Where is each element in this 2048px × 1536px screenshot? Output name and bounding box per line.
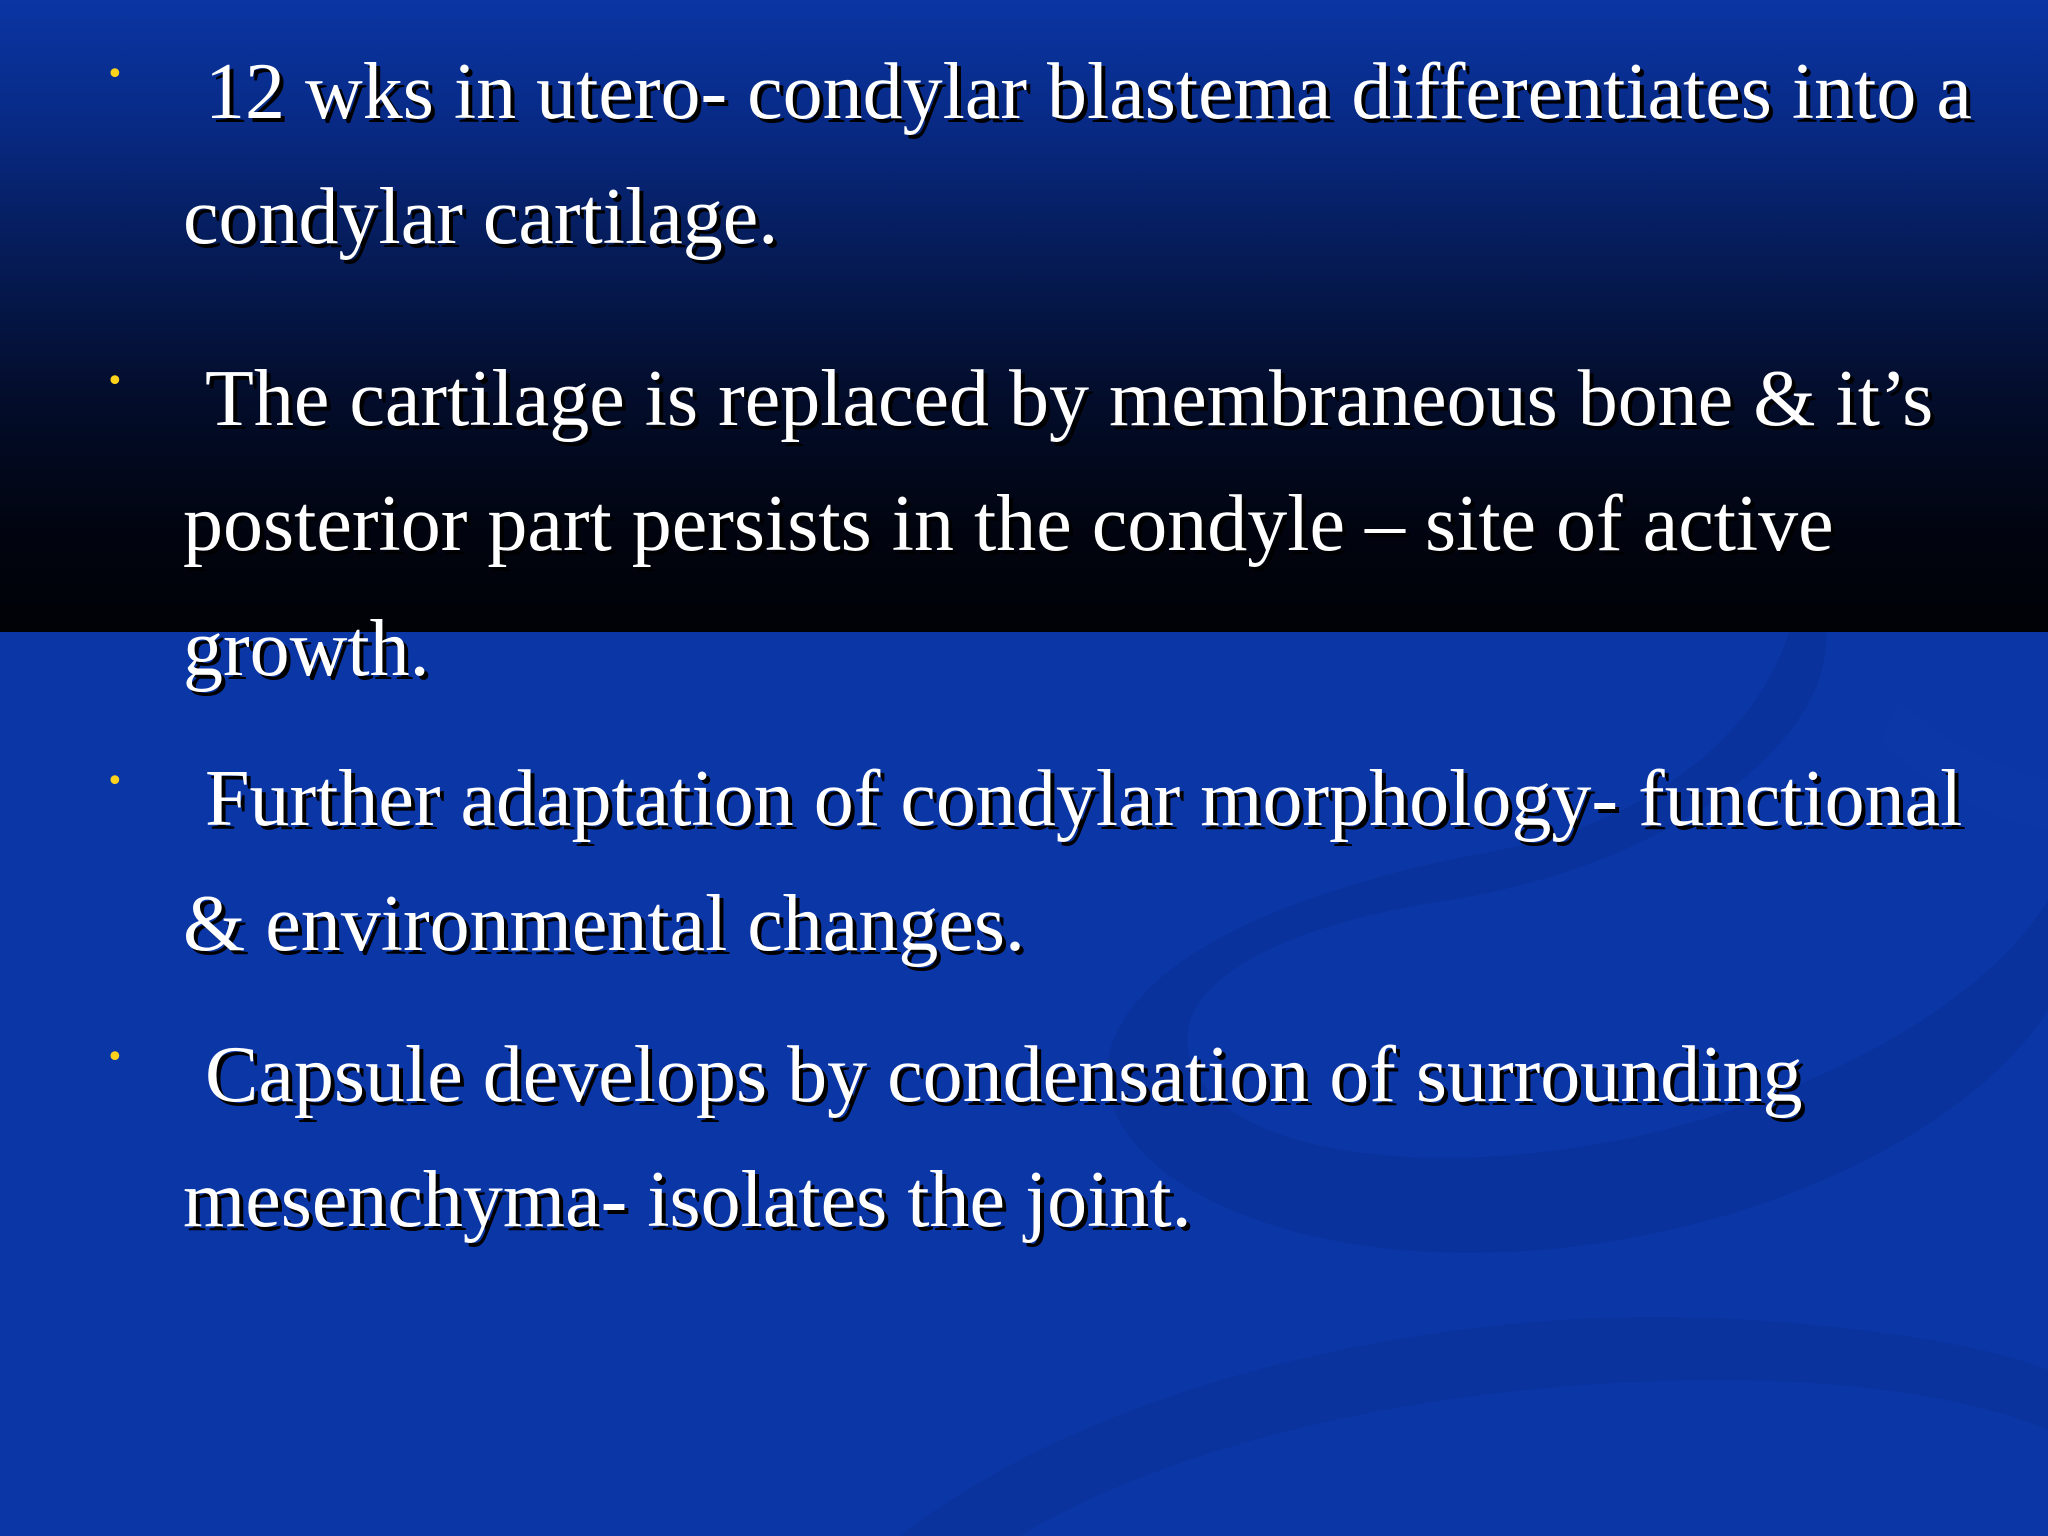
bullet-dot-icon: •: [106, 57, 124, 92]
bullet-text: Further adaptation of condylar morphology- functional & environmental changes.: [183, 755, 1963, 968]
bullet-dot-icon: •: [106, 1040, 124, 1075]
bullet-dot-icon: •: [106, 764, 124, 799]
bullet-dot-icon: •: [106, 364, 124, 399]
bullet-text: The cartilage is replaced by membraneous bone & it’s posterior part persists in the condyle – site of active growth.: [183, 355, 1934, 693]
bullet-text: Capsule develops by condensation of surrounding mesenchyma- isolates the joint.: [183, 1031, 1803, 1244]
bullet-text: 12 wks in utero- condylar blastema differentiates into a condylar cartilage.: [183, 48, 1972, 261]
